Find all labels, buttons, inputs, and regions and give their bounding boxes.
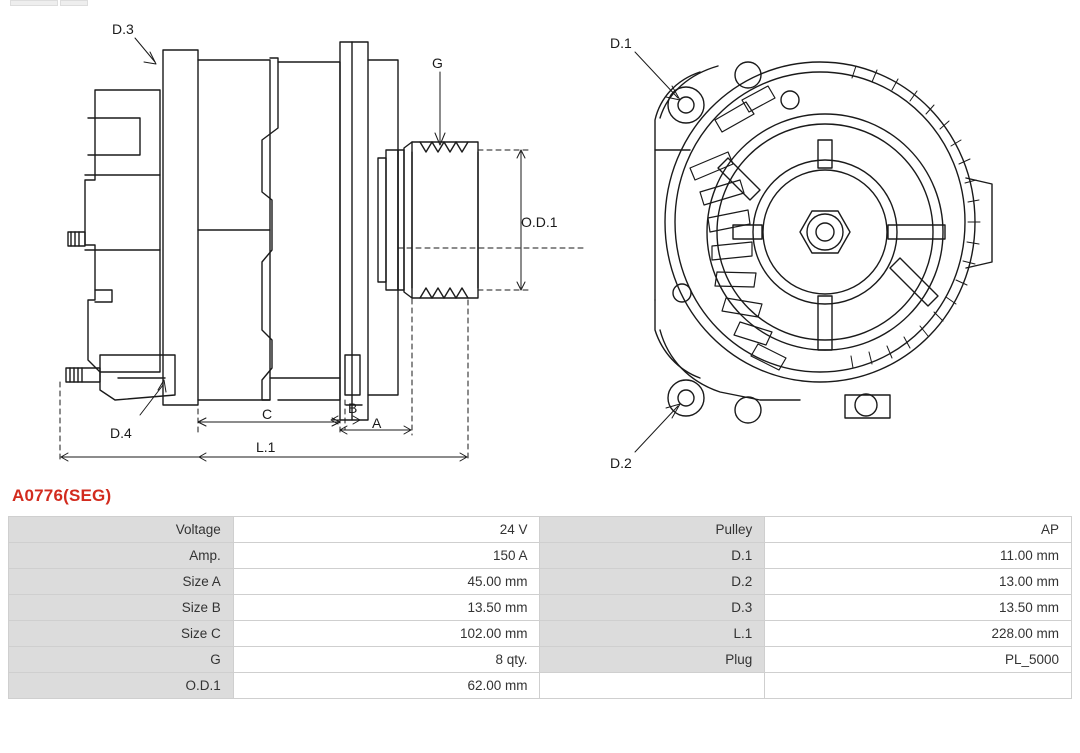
label-d2: D.2 <box>610 455 632 471</box>
spec-label: Size C <box>9 621 234 647</box>
spec-value: 228.00 mm <box>765 621 1072 647</box>
label-d4: D.4 <box>110 425 132 441</box>
spec-value: 102.00 mm <box>233 621 540 647</box>
spec-label: Voltage <box>9 517 234 543</box>
spec-value: 13.50 mm <box>233 595 540 621</box>
spec-label: D.1 <box>540 543 765 569</box>
spec-label: D.3 <box>540 595 765 621</box>
specifications-table <box>8 516 1072 699</box>
spec-value: 13.50 mm <box>765 595 1072 621</box>
table-row <box>9 621 1072 647</box>
label-l1: L.1 <box>256 439 276 455</box>
label-d3: D.3 <box>112 21 134 37</box>
spec-label: O.D.1 <box>9 673 234 699</box>
spec-label: Pulley <box>540 517 765 543</box>
spec-value: AP <box>765 517 1072 543</box>
spec-value: 13.00 mm <box>765 569 1072 595</box>
spec-value: 8 qty. <box>233 647 540 673</box>
spec-value: 150 A <box>233 543 540 569</box>
spec-label-empty <box>540 673 765 699</box>
spec-value: 11.00 mm <box>765 543 1072 569</box>
table-row <box>9 543 1072 569</box>
spec-value: 24 V <box>233 517 540 543</box>
table-row <box>9 673 1072 699</box>
spec-label: D.2 <box>540 569 765 595</box>
page-title: A0776(SEG) <box>12 486 112 505</box>
label-b: B <box>348 400 358 416</box>
label-c: C <box>262 406 273 422</box>
table-row <box>9 647 1072 673</box>
label-od1: O.D.1 <box>521 214 558 230</box>
table-row <box>9 517 1072 543</box>
table-row <box>9 595 1072 621</box>
spec-value: PL_5000 <box>765 647 1072 673</box>
spec-label: G <box>9 647 234 673</box>
spec-label: Amp. <box>9 543 234 569</box>
label-d1: D.1 <box>610 35 632 51</box>
label-g: G <box>432 55 443 71</box>
spec-label: Size B <box>9 595 234 621</box>
spec-value-empty <box>765 673 1072 699</box>
spec-value: 62.00 mm <box>233 673 540 699</box>
spec-label: L.1 <box>540 621 765 647</box>
label-a: A <box>372 415 382 431</box>
spec-label: Plug <box>540 647 765 673</box>
spec-value: 45.00 mm <box>233 569 540 595</box>
spec-label: Size A <box>9 569 234 595</box>
table-row <box>9 569 1072 595</box>
